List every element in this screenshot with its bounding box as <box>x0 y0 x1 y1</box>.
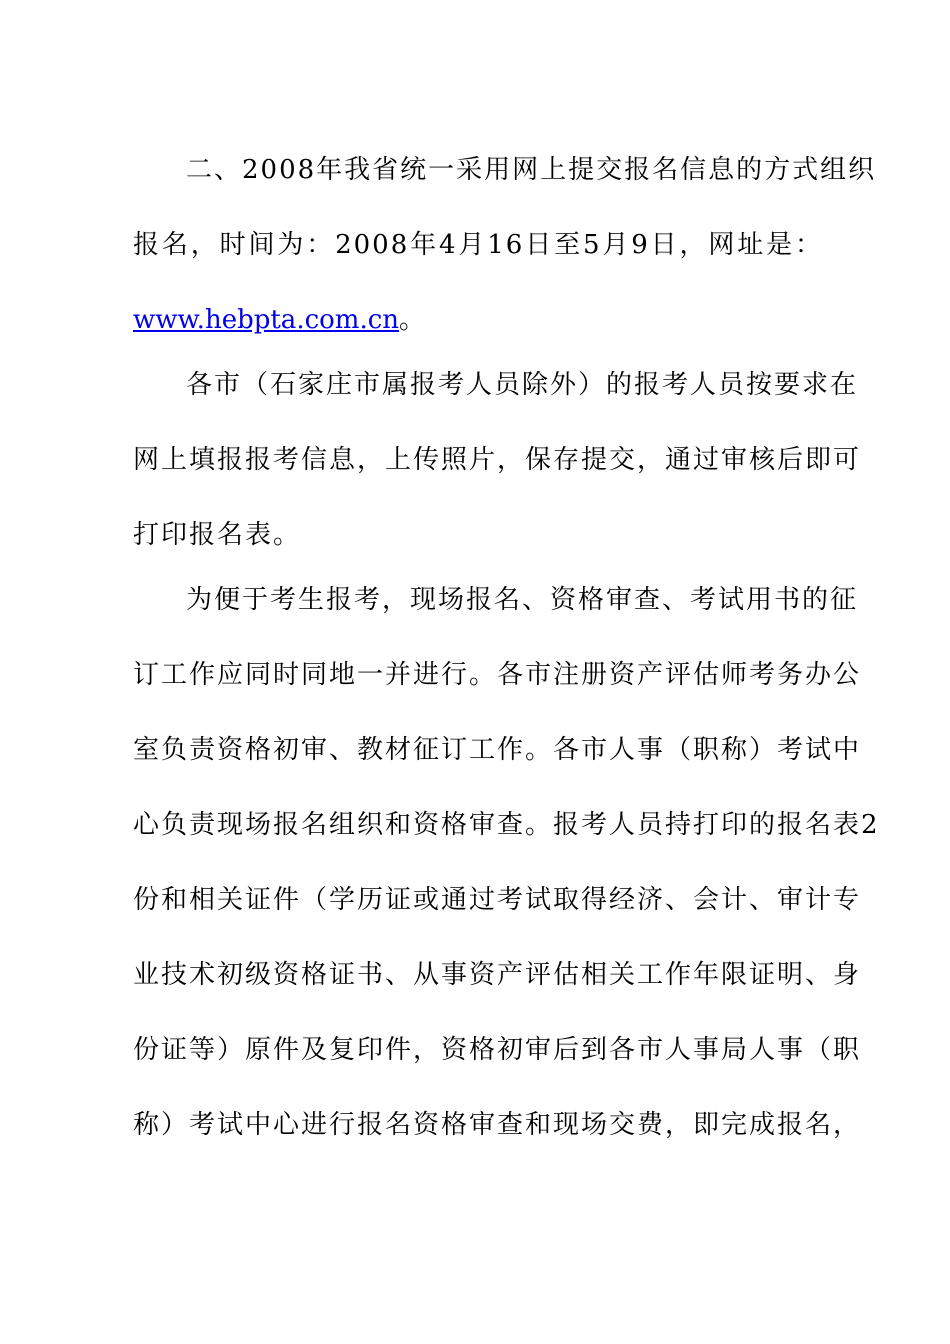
paragraph-3-line-2: 订工作应同时同地一并进行。各市注册资产评估师考务办公 <box>133 660 862 690</box>
paragraph-2-line-2: 网上填报报考信息，上传照片，保存提交，通过审核后即可 <box>133 445 862 475</box>
paragraph-3-line-4: 心负责现场报名组织和资格审查。报考人员持打印的报名表2 <box>133 810 880 840</box>
paragraph-1-line-2: 报名，时间为：2008年4月16日至5月9日，网址是： <box>133 230 823 260</box>
paragraph-3-line-6: 业技术初级资格证书、从事资产评估相关工作年限证明、身 <box>133 960 862 990</box>
paragraph-1-line-3 <box>133 303 823 337</box>
period: 。 <box>399 305 428 335</box>
paragraph-3-line-7: 份证等）原件及复印件，资格初审后到各市人事局人事（职 <box>133 1035 862 1065</box>
paragraph-1-line-1: 二、2008年我省统一采用网上提交报名信息的方式组织 <box>186 155 877 185</box>
paragraph-3-line-5: 份和相关证件（学历证或通过考试取得经济、会计、审计专 <box>133 885 862 915</box>
paragraph-3-line-1: 为便于考生报考，现场报名、资格审查、考试用书的征 <box>186 585 859 615</box>
paragraph-3-line-8: 称）考试中心进行报名资格审查和现场交费，即完成报名， <box>133 1110 862 1140</box>
paragraph-2-line-1: 各市（石家庄市属报考人员除外）的报考人员按要求在 <box>186 370 859 400</box>
paragraph-2-line-3: 打印报名表。 <box>133 520 302 550</box>
paragraph-3-line-3: 室负责资格初审、教材征订工作。各市人事（职称）考试中 <box>133 735 862 765</box>
website-link[interactable]: www.hebpta.com.cn <box>133 305 400 335</box>
